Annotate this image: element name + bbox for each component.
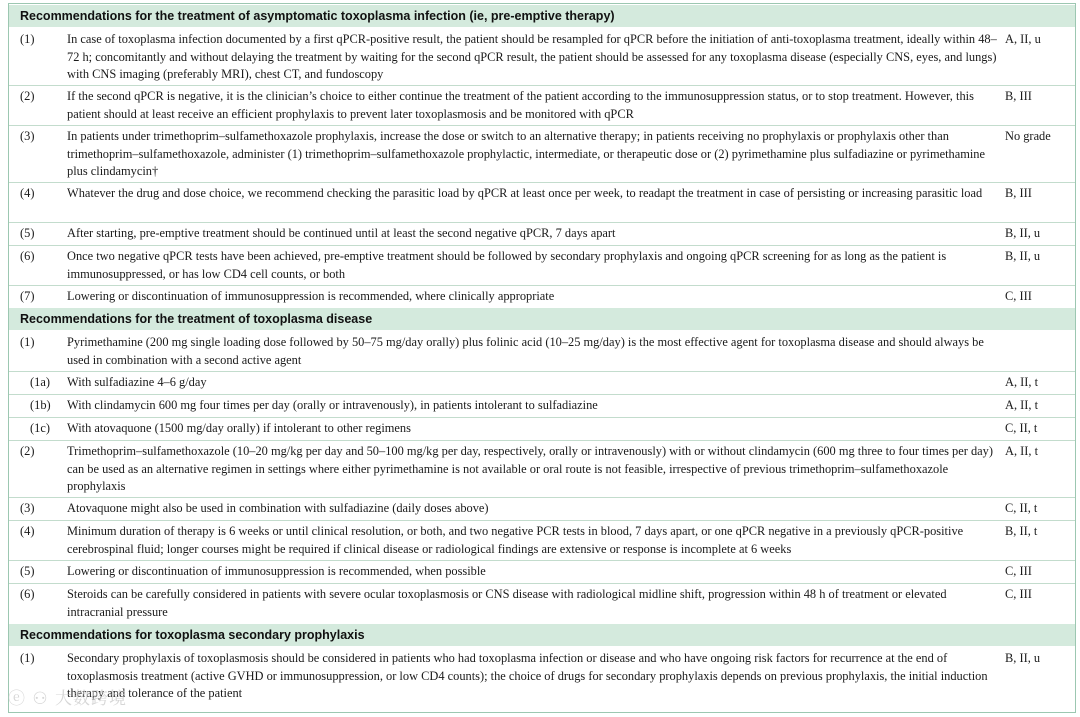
row-number: (4) [20, 186, 35, 200]
row-text: After starting, pre-emptive treatment should be continued until at least the second negative qPCR, 7 days apart [67, 226, 616, 240]
row-grade: C, II, t [1005, 421, 1038, 435]
row-number: (4) [20, 524, 35, 538]
row-text: With atovaquone (1500 mg/day orally) if intolerant to other regimens [67, 421, 411, 435]
row-text: Lowering or discontinuation of immunosuppression is recommended, when possible [67, 564, 486, 578]
section-heading-disease: Recommendations for the treatment of toxoplasma disease [9, 308, 1075, 330]
row-grade: A, II, u [1005, 32, 1041, 46]
row-grade: A, II, t [1005, 375, 1039, 389]
row-grade: B, II, u [1005, 651, 1041, 665]
row-divider [9, 520, 1075, 521]
row-grade: B, III [1005, 89, 1032, 103]
row-text: Minimum duration of therapy is 6 weeks or until clinical resolution, or both, and two negative PCR tests in blood, 7 days apart, or one qPCR negative in a previously qPCR-positive cerebrospinal fluid; longer courses might be required if clinical disease or radiological findings are extensive or response is incomplete at 6 weeks [67, 524, 964, 556]
row-text: Steroids can be carefully considered in patients with severe ocular toxoplasmosis or CNS disease with radiological midline shift, progression within 48 h of treatment or elevated intracranial pressure [67, 587, 947, 619]
row-text: Secondary prophylaxis of toxoplasmosis should be considered in patients who had toxoplasma infection or disease and who have ongoing risk factors for recurrence at the end of toxoplasmosis treatment (active GVHD or immunosuppression, or low CD4 counts); the choice of drugs for secondary prophylaxis depends on previous prophylaxis, the initial induction therapy and tolerance of the patient [67, 651, 988, 700]
row-grade: A, II, t [1005, 444, 1039, 458]
row-grade: B, II, u [1005, 249, 1041, 263]
row-text: Whatever the drug and dose choice, we recommend checking the parasitic load by qPCR at least once per week, to readapt the treatment in case of persisting or increasing parasitic load [67, 186, 983, 200]
row-divider [9, 394, 1075, 395]
row-number: (6) [20, 587, 35, 601]
row-number: (1c) [30, 421, 50, 435]
row-divider [9, 497, 1075, 498]
watermark: ⓔ ⚇ 大数跨境 [8, 689, 128, 709]
row-divider [9, 285, 1075, 286]
row-text: Trimethoprim–sulfamethoxazole (10–20 mg/kg per day and 50–100 mg/kg per day, respectively, orally or intravenously) with or without clindamycin (600 mg three to four times per day) can be used as an alternative regimen in settings where either pyrimethamine is not available or oral route is not feasible, irrespective of previous trimethoprim–sulfamethoxazole prophylaxis [67, 444, 993, 493]
section-heading-preemptive: Recommendations for the treatment of asymptomatic toxoplasma infection (ie, pre-emptive therapy) [9, 5, 1075, 27]
row-number: (2) [20, 89, 35, 103]
row-text: Atovaquone might also be used in combination with sulfadiazine (daily doses above) [67, 501, 489, 515]
row-text: In case of toxoplasma infection documented by a first qPCR-positive result, the patient should be resampled for qPCR before the initiation of anti-toxoplasma treatment, ideally within 48–72 h; concomitantly and without delaying the treatment by waiting for the second qPCR result, the patient should be assessed for any toxoplasma disease (especially CNS, eyes, and lungs) with CNS imaging (preferably MRI), chest CT, and fundoscopy [67, 32, 997, 81]
row-number: (1b) [30, 398, 51, 412]
row-number: (7) [20, 289, 35, 303]
row-text: With clindamycin 600 mg four times per day (orally or intravenously), in patients intolerant to sulfadiazine [67, 398, 598, 412]
row-text: In patients under trimethoprim–sulfamethoxazole prophylaxis, increase the dose or switch to an alternative therapy; in patients receiving no prophylaxis or prophylaxis other than trimethoprim–sulfamethoxazole, administer (1) trimethoprim–sulfamethoxazole prophylactic, intermediate, or therapeutic dose or (2) pyrimethamine plus sulfadiazine or pyrimethamine plus clindamycin† [67, 129, 985, 178]
row-number: (1) [20, 651, 35, 665]
row-grade: No grade [1005, 129, 1051, 143]
row-grade: C, III [1005, 289, 1032, 303]
row-grade: B, II, u [1005, 226, 1041, 240]
section-heading-secondary-prophylaxis: Recommendations for toxoplasma secondary prophylaxis [9, 624, 1075, 646]
row-number: (5) [20, 564, 35, 578]
row-number: (3) [20, 501, 35, 515]
row-grade: B, II, t [1005, 524, 1038, 538]
row-number: (1a) [30, 375, 50, 389]
row-divider [9, 371, 1075, 372]
row-text: If the second qPCR is negative, it is the clinician’s choice to either continue the treatment of the patient according to the immunosuppression status, or to stop treatment. However, this patient should at least receive an efficient prophylaxis to prevent later toxoplasmosis and be monitored with qPCR [67, 89, 974, 121]
row-divider [9, 583, 1075, 584]
row-divider [9, 125, 1075, 126]
row-number: (6) [20, 249, 35, 263]
row-divider [9, 245, 1075, 246]
row-grade: A, II, t [1005, 398, 1039, 412]
row-number: (2) [20, 444, 35, 458]
row-divider [9, 85, 1075, 86]
row-grade: B, III [1005, 186, 1032, 200]
row-divider [9, 222, 1075, 223]
row-number: (1) [20, 335, 35, 349]
row-text: With sulfadiazine 4–6 g/day [67, 375, 207, 389]
row-grade: C, III [1005, 587, 1032, 601]
row-divider [9, 182, 1075, 183]
row-divider [9, 440, 1075, 441]
row-text: Once two negative qPCR tests have been achieved, pre-emptive treatment should be followed by secondary prophylaxis and ongoing qPCR screening for as long as the patient is immunosuppressed, or has low CD4 cell counts, or both [67, 249, 947, 281]
row-divider [9, 417, 1075, 418]
row-text: Lowering or discontinuation of immunosuppression is recommended, where clinically appropriate [67, 289, 555, 303]
row-grade: C, II, t [1005, 501, 1038, 515]
row-divider [9, 560, 1075, 561]
row-text: Pyrimethamine (200 mg single loading dose followed by 50–75 mg/day orally) plus folinic acid (10–25 mg/day) is the most effective agent for toxoplasma disease and should always be used in combination with a second active agent [67, 335, 984, 367]
row-number: (5) [20, 226, 35, 240]
row-number: (1) [20, 32, 35, 46]
row-number: (3) [20, 129, 35, 143]
row-grade: C, III [1005, 564, 1032, 578]
